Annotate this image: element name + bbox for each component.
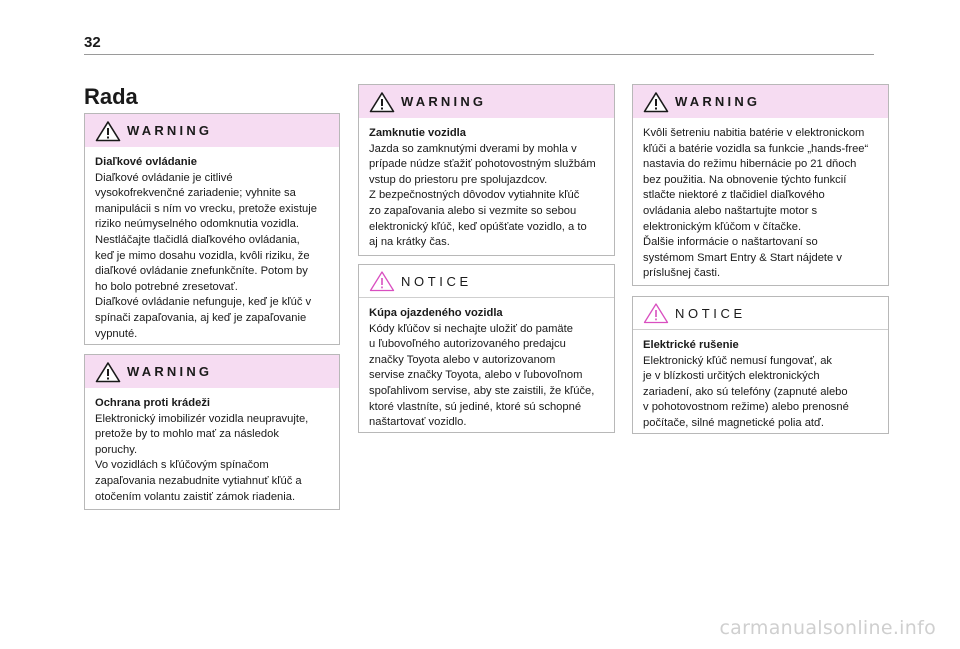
notice-header: [359, 265, 614, 298]
warning-triangle-icon: [643, 91, 669, 113]
notice-header: [633, 297, 888, 330]
box-text: Elektronický kľúč nemusí fungovať, ak je v blízkosti určitých elektronických zariadení, ako sú telefóny (zapnuté alebo v pohotovostnom režime) alebo prenosné počítače, silné magnetické polia atď.: [643, 354, 849, 429]
box-title: Diaľkové ovládanie: [95, 156, 197, 168]
box-text: Diaľkové ovládanie je citlivé vysokofrekvenčné zariadenie; vyhnite sa manipulácii s ním vo vrecku, pretože existuje riziko neúmyselného odomknutia vozidla. Nestláčajte tlačidlá diaľkového ovládania, keď je mimo dosahu vozidla, kvôli riziku, že diaľkové ovládanie znefunkčníte. Potom by ho bolo potrebné zresetovať. Diaľkové ovládanie nefunguje, keď je kľúč v spínači zapaľovania, aj keď je zapaľovanie vypnuté.: [95, 171, 317, 340]
warning-box-battery: [632, 84, 889, 286]
box-title: Kúpa ojazdeného vozidla: [369, 307, 503, 319]
warning-header: [359, 85, 614, 118]
warning-header: [85, 355, 339, 388]
warning-box-locking: [358, 84, 615, 256]
notice-triangle-icon: [369, 270, 395, 292]
box-title: Elektrické rušenie: [643, 339, 739, 351]
box-text: Kvôli šetreniu nabitia batérie v elektronickom kľúči a batérie vozidla sa funkcie „hands-free“ nastavia do režimu hibernácie po 21 dňoch bez použitia. Na obnovenie týchto funkcií stlačte niektoré z tlačidiel diaľkového ovládania alebo naštartujte motor s elektronickým kľúčom v čítačke. Ďalšie informácie o naštartovaní so systémom Smart Entry & Start nájdete v príslušnej časti.: [643, 127, 869, 280]
warning-label: WARNING: [675, 94, 761, 109]
top-divider: [84, 54, 874, 55]
warning-label: WARNING: [127, 123, 213, 138]
watermark-link[interactable]: carmanualsonline.info: [719, 617, 936, 639]
warning-label: WARNING: [401, 94, 487, 109]
warning-box-antitheft: [84, 354, 340, 510]
notice-box-interference: [632, 296, 889, 434]
box-title: Zamknutie vozidla: [369, 127, 466, 139]
section-title: Rada: [84, 84, 138, 109]
notice-label: NOTICE: [401, 273, 472, 289]
warning-label: WARNING: [127, 364, 213, 379]
warning-header: [633, 85, 888, 118]
warning-triangle-icon: [95, 120, 121, 142]
notice-box-used-vehicle: [358, 264, 615, 433]
box-title: Ochrana proti krádeži: [95, 397, 211, 409]
notice-label: NOTICE: [675, 305, 746, 321]
page-number: 32: [84, 34, 101, 51]
box-text: Jazda so zamknutými dverami by mohla v prípade núdze sťažiť pohotovostným službám vstup do priestoru pre spolujazdcov. Z bezpečnostných dôvodov vytiahnite kľúč zo zapaľovania alebo si vezmite so sebou elektronický kľúč, keď opúšťate vozidlo, a to aj na krátky čas.: [369, 142, 596, 249]
warning-triangle-icon: [95, 361, 121, 383]
notice-triangle-icon: [643, 302, 669, 324]
warning-header: [85, 114, 339, 147]
box-text: Elektronický imobilizér vozidla neupravujte, pretože by to mohlo mať za následok poruchy. Vo vozidlách s kľúčovým spínačom zapaľovania nezabudnite vytiahnuť kľúč a otočením volantu zaistiť zámok riadenia.: [95, 412, 309, 503]
warning-box-remote: [84, 113, 340, 345]
warning-triangle-icon: [369, 91, 395, 113]
box-text: Kódy kľúčov si nechajte uložiť do pamäte u ľubovoľného autorizovaného predajcu značky Toyota alebo v autorizovanom servise značky Toyota, alebo v ľubovoľnom spoľahlivom servise, aby ste zaistili, že kľúče, ktoré vlastníte, sú jediné, ktoré sú schopné naštartovať vozidlo.: [369, 322, 595, 429]
